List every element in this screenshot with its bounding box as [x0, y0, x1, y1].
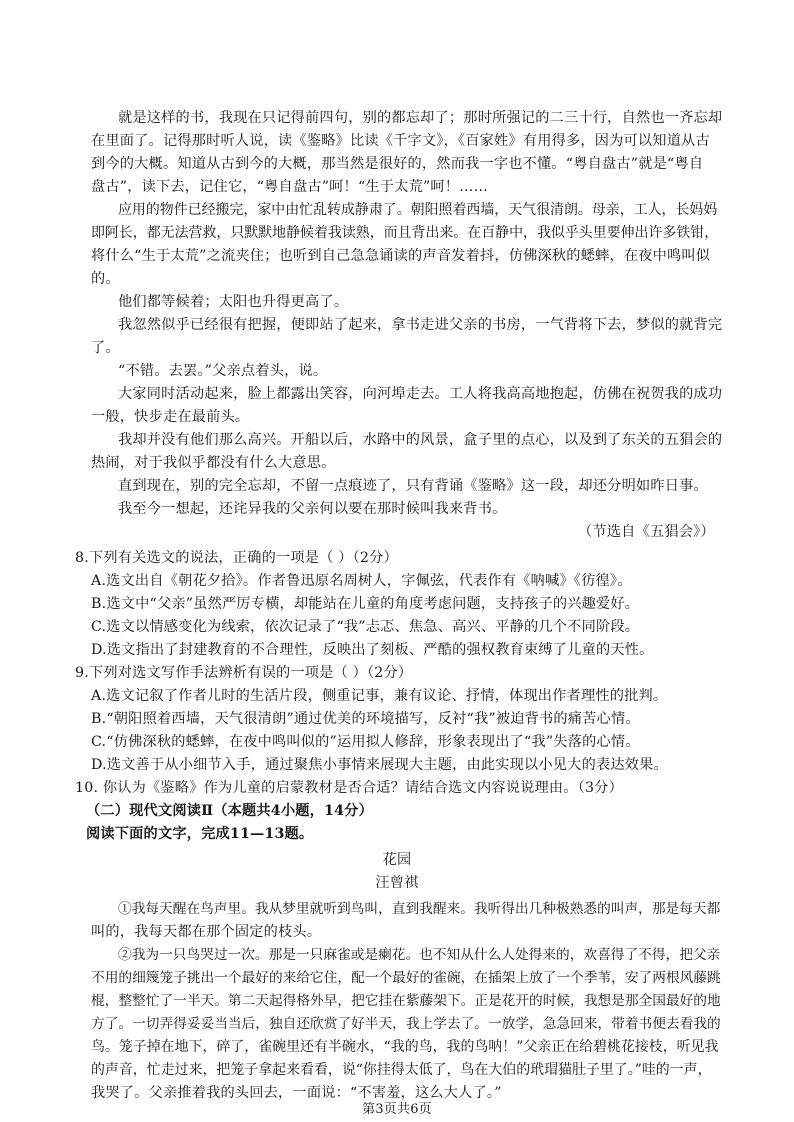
passage-line: 棍，整整忙了一半天。第二天起得格外早，把它挂在紫藤架下。正是花开的时候，我想是那全国最好的地 — [91, 993, 721, 1009]
passage-line: 不用的细篾笼子挑出一个最好的来给它住，配一个最好的雀碗，在插架上放了一个季苇，安了两根风藤跳 — [91, 970, 721, 986]
passage-line: ②我为一只鸟哭过一次。那是一只麻雀或是瘌花。也不知从什么人处得来的，欢喜得了不得，把父亲 — [118, 947, 721, 963]
option-b: B.“朝阳照着西墙，天气很清朗”通过优美的环境描写，反衬“我”被迫背书的痛苦心情。 — [91, 711, 640, 727]
passage-line: 了。 — [91, 340, 120, 356]
option-c: C.选文以情感变化为线索，依次记录了“我”忐忑、焦急、高兴、平静的几个不同阶段。 — [91, 619, 640, 635]
passage-author: 汪曾祺 — [375, 875, 419, 891]
passage-line: “不错。去罢。”父亲点着头，说。 — [118, 363, 328, 379]
passage-line: 方了。一切弄得妥妥当当后，独自还欣赏了好半天，我上学去了。一放学，急急回来，带着书便去看我的 — [91, 1016, 721, 1032]
option-a: A.选文出自《朝花夕拾》。作者鲁迅原名周树人，字佩弦，代表作有《呐喊》《彷徨》。 — [91, 573, 632, 589]
passage-line: 他们都等候着；太阳也升得更高了。 — [118, 294, 349, 310]
option-c: C.“仿佛深秋的蟋蟀，在夜中鸣叫似的”运用拟人修辞，形象表现出了“我”失落的心情。 — [91, 734, 640, 750]
option-d: D.选文指出了封建教育的不合理性，反映出了刻板、严酷的强权教育束缚了儿童的天性。 — [91, 642, 654, 658]
passage-line: 应用的物件已经搬完，家中由忙乱转成静肃了。朝阳照着西墙，天气很清朗。母亲，工人，长妈妈 — [118, 202, 718, 218]
passage-line: 就是这样的书，我现在只记得前四句，别的都忘却了；那时所强记的二三十行，自然也一齐忘却 — [118, 110, 723, 126]
passage-line: 的。 — [91, 271, 120, 287]
option-b: B.选文中“父亲”虽然严厉专横，却能站在儿童的角度考虑问题，支持孩子的兴趣爱好。 — [91, 596, 640, 612]
passage-line: 直到现在，别的完全忘却，不留一点痕迹了，只有背诵《鉴略》这一段，却还分明如昨日事。 — [118, 478, 708, 494]
passage-source: （节选自《五猖会》） — [578, 524, 715, 540]
passage-line: 一般，快步走在最前头。 — [91, 409, 250, 425]
question-stem: 8.下列有关选文的说法，正确的一项是（ ）（2分） — [75, 550, 398, 566]
passage-line: 在里面了。记得那时听人说，读《鉴略》比读《千字文》，《百家姓》有用得多，因为可以知道从古 — [91, 133, 710, 149]
passage-line: 叫的，我每天都在那个固定的枝头。 — [91, 924, 322, 940]
passage-line: 我至今一想起，还诧异我的父亲何以要在那时候叫我来背书。 — [118, 501, 507, 517]
passage-line: 我却并没有他们那么高兴。开船以后，水路中的风景，盒子里的点心，以及到了东关的五猖会的 — [118, 432, 723, 448]
passage-line: 的声音，忙走过来，把笼子拿起来看看，说“你挂得太低了，鸟在大伯的玳瑁猫肚子里了。”哇的一声， — [91, 1062, 712, 1078]
passage-line: 将什么“生于太荒”之流夹住；也听到自己急急诵读的声音发着抖，仿佛深秋的蟋蟀，在夜中鸣叫似 — [91, 248, 711, 264]
passage-line: ①我每天醒在鸟声里。我从梦里就听到鸟叫，直到我醒来。我听得出几种极熟悉的叫声，那是每天都 — [118, 901, 721, 917]
page-number: 第3页共6页 — [362, 1102, 432, 1117]
passage-line: 我哭了。父亲推着我的头回去，一面说：“不害羞，这么大人了。” — [91, 1085, 502, 1101]
question-stem: 9.下列对选文写作手法辨析有误的一项是（ ）（2分） — [75, 665, 413, 681]
section-instruction: 阅读下面的文字，完成11—13题。 — [86, 826, 314, 842]
passage-line: 鸟。笼子掉在地下，碎了，雀碗里还有半碗水，“我的鸟，我的鸟呐！”父亲正在给碧桃花接枝，听见我 — [91, 1039, 719, 1055]
passage-line: 到今的大概。知道从古到今的大概，那当然是很好的，然而我一字也不懂。“粤自盘古”就是“粤自 — [91, 156, 704, 172]
passage-line: 盘古”，读下去，记住它，“粤自盘古”呵！“生于太荒”呵！…… — [91, 179, 488, 195]
question-10: 10. 你认为《鉴略》作为儿童的启蒙教材是否合适？请结合选文内容说说理由。（3分） — [75, 780, 623, 796]
passage-line: 大家同时活动起来，脸上都露出笑容，向河埠走去。工人将我高高地抱起，仿佛在祝贺我的成功 — [118, 386, 723, 402]
passage-line: 即阿长，都无法营救，只默默地静候着我读熟，而且背出来。在百静中，我似乎头里要伸出许多铁钳， — [91, 225, 719, 241]
passage-line: 我忽然似乎已经很有把握，便即站了起来，拿书走进父亲的书房，一气背将下去，梦似的就背完 — [118, 317, 723, 333]
option-a: A.选文记叙了作者儿时的生活片段，侧重记事，兼有议论、抒情，体现出作者理性的批判。 — [91, 688, 668, 704]
option-d: D.选文善于从小细节入手，通过聚焦小事情来展现大主题，由此实现以小见大的表达效果。 — [91, 757, 668, 773]
passage-line: 热闹，对于我似乎都没有什么大意思。 — [91, 455, 336, 471]
passage-title: 花园 — [382, 852, 412, 868]
section-heading: （二）现代文阅读Ⅱ（本题共4小题，14分） — [86, 803, 373, 819]
